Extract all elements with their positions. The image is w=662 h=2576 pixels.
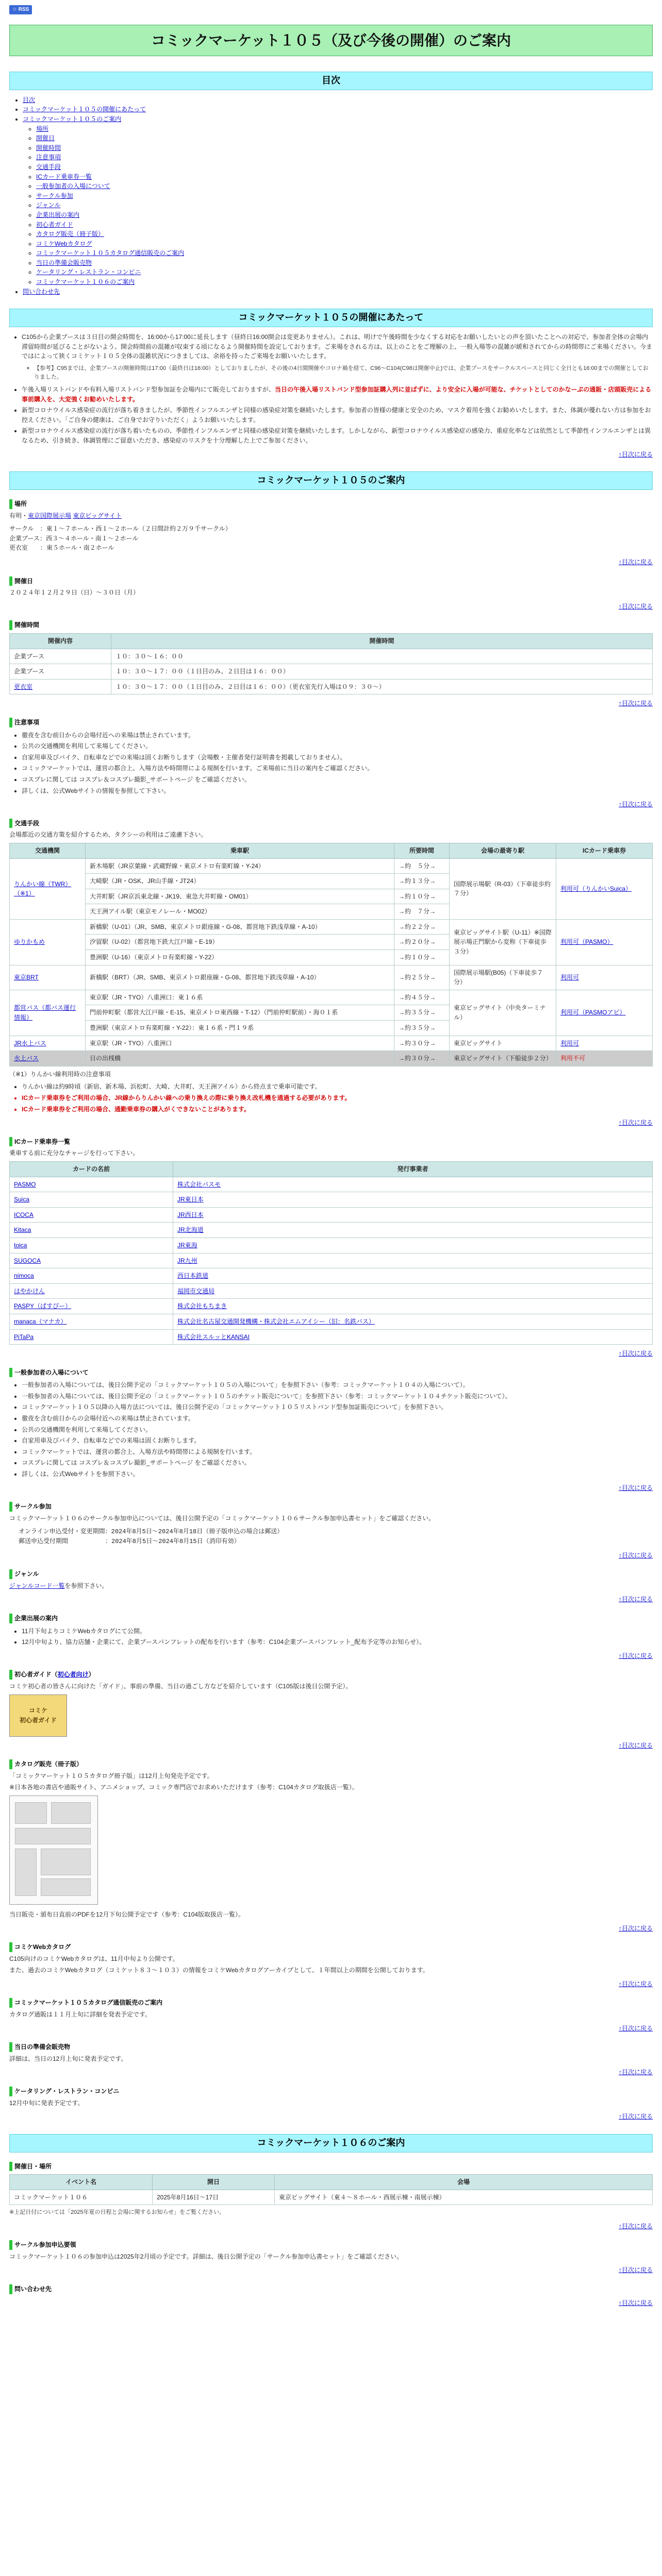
webcat-heading: コミケWebカタログ — [9, 1942, 653, 1952]
list-item: • 一般参加者の入場については、後日公開予定の「コミックマーケット１０５の入場について」を参照下さい（参考：コミックマーケット１０４の入場について）。 — [22, 1380, 653, 1390]
ic-issuer-link[interactable]: 福岡市交通局 — [177, 1287, 215, 1295]
next-heading: コミックマーケット１０６のご案内 — [9, 2134, 653, 2153]
dressing-room-link[interactable]: 更衣室 — [14, 683, 33, 690]
general-list — [9, 1380, 653, 1479]
about-item-1: • C105から企業ブースは３日目の開会時間を、16:00から17:00に延長します（昼終日16:00開会は変更ありません）。これは、明けで午後時間を少なくする対応をお願いしたいとの声を頂いたことへの対応で、参加者全体の会場内滞留時間が延びることがないよう、開会時間前の混雑が収束する頃になるよう開催時間を設定しております。ご来場をされる方は、以上のことをご理解の上、一般入場等の混雑が緩和されてからの時間帯にご来場ください。今まではによって狭くコミケット１０５全体の混雑状況につきましては、余裕を持ったご来場をお願いいたします。 ◦ 【参考】C95までは、企業ブースの開催時間は17:00（最終日は16:00）としておりましたが、その後の4日間開催やコロナ禍を経て、C96〜C104(C98は開催中止)では、企業ブースをサークルスペースと同じく全日とも16:00までの開催としておりました。 — [22, 332, 653, 382]
table-row: りんかい線（TWR）（※1） 新木場駅（JR京葉線・武蔵野線・東京メトロ有楽町線・Y-24） →約 ５分→ 国際展示場駅（R-03）（下車徒歩約７分） 利用可（りんかいSuica） — [10, 858, 653, 874]
back-to-top-link[interactable]: ↑目次に戻る — [618, 1119, 653, 1127]
table-row — [10, 1207, 653, 1223]
about-reference-note: ◦ 【参考】C95までは、企業ブースの開催時間は17:00（最終日は16:00）としておりましたが、その後の4日間開催やコロナ禍を経て、C96〜C104(C98は開催中止)では、企業ブースをサークルスペースと同じく全日とも16:00までの開催としておりました。 — [34, 364, 653, 382]
ic-card-link[interactable]: PiTaPa — [14, 1333, 34, 1341]
circle-heading: サークル参加 — [9, 1502, 653, 1512]
toc-sub-link[interactable]: 開催時間 — [36, 144, 61, 151]
time-table: 開催内容 開催時間 企業ブース １０：３０〜１６：００ 企業ブース １０：３０〜１７：００（１日目のみ、２日目は１６：００） 更衣室 １０：３０〜１７：００（１日目のみ、２日目は１６：００）（更衣室先行入場は０９：３０〜） — [9, 633, 653, 694]
beginner-link[interactable]: 初心者向け — [57, 1671, 89, 1679]
transport-foot-list: • りんかい線は約9時頃（新宿、新木場、浜松町、大崎、大井町、天王洲アイル）から終点まで乗車可能です。 • ICカード乗車券をご利用の場合、JR線からりんかい線への乗り換えの際に乗り換え改札機を通過する必要があります。 • ICカード乗車券をご利用の場合、通勤乗車券の購入がくできないことがあります。 — [9, 1082, 653, 1114]
time-heading: 開催時間 — [9, 620, 653, 630]
ic-issuer-link[interactable]: JR九州 — [177, 1257, 197, 1264]
ic-card-link[interactable]: SUGOCA — [14, 1257, 41, 1264]
list-item: • 公共の交通機関を利用して来場してください。 — [22, 1425, 653, 1435]
table-row — [10, 1223, 653, 1238]
list-item: • コミックマーケット１０５以降の入場方法については、後日公開予定の「コミックマーケット１０５リストバンド型参加証販売について」を参照下さい。 — [22, 1402, 653, 1412]
catering-heading: ケータリング・レストラン・コンビニ — [9, 2087, 653, 2096]
place-halls: サークル ：東１〜７ホール・西１〜２ホール（２日間計約２万９千サークル） 企業ブース：西３〜４ホール・南１〜２ホール 更衣室 ：東５ホール・南２ホール — [9, 526, 231, 552]
transport-operator-link[interactable]: 水上バス — [14, 1055, 39, 1062]
back-to-top-link[interactable]: ↑目次に戻る — [618, 801, 653, 808]
toc-sub-link[interactable]: ジャンル — [36, 201, 61, 209]
table-row: 更衣室 １０：３０〜１７：００（１日目のみ、２日目は１６：００）（更衣室先行入場は０９：３０〜） — [10, 679, 653, 694]
table-row — [10, 1238, 653, 1253]
ic-card-link[interactable]: Suica — [14, 1196, 30, 1204]
catalog-map-image[interactable] — [9, 1795, 98, 1905]
ic-availability[interactable]: 利用可（PASMO） — [560, 938, 614, 946]
ic-availability[interactable]: 利用可（PASMOアピ） — [560, 1009, 626, 1016]
table-of-contents — [9, 95, 653, 296]
toc-sub-link[interactable]: 開催日 — [36, 134, 55, 142]
table-row — [10, 1314, 653, 1329]
date-text: ２０２４年１２月２９日（日）〜３０日（月） — [9, 589, 140, 597]
toc-sub-link[interactable]: サークル参加 — [36, 192, 73, 199]
ic-issuer-link[interactable]: JR東日本 — [177, 1196, 204, 1204]
back-to-top-link[interactable]: ↑目次に戻る — [618, 558, 653, 566]
ic-card-link[interactable]: Kitaca — [14, 1226, 31, 1234]
back-to-top-link[interactable]: ↑目次に戻る — [618, 2299, 653, 2307]
genre-heading: ジャンル — [9, 1569, 653, 1579]
ic-heading: ICカード乗車券一覧 — [9, 1137, 653, 1147]
toc-sub-link[interactable]: 当日の準備会販売物 — [36, 259, 92, 266]
transport-operator-link[interactable]: JR水上バス — [14, 1039, 46, 1047]
beginner-heading: 初心者ガイド（初心者向け） — [9, 1670, 653, 1680]
toc-link-intro[interactable]: コミックマーケット１０５のご案内 — [23, 115, 122, 123]
ic-issuer-link[interactable]: 株式会社もちまき — [177, 1302, 227, 1310]
toc-sub-link[interactable]: 一般参加者の入場について — [36, 182, 110, 190]
ic-issuer-link[interactable]: 西日本鉄道 — [177, 1272, 209, 1280]
table-row: 天王洲アイル駅（東京モノレール・MO02） →約 ７分→ — [10, 904, 653, 920]
table-row: 企業ブース １０：３０〜１７：００（１日目のみ、２日目は１６：００） — [10, 664, 653, 680]
toc-sub-list — [23, 124, 653, 287]
general-heading: 一般参加者の入場について — [9, 1368, 653, 1378]
contact-heading: 問い合わせ先 — [9, 2284, 653, 2294]
ic-issuer-link[interactable]: 株式会社パスモ — [177, 1180, 221, 1188]
table-row: 都営バス（都バス運行情報） 東京駅（JR・TYO）八重洲口：東１６系 →約４５分→ 東京ビッグサイト（中央ターミナル） 利用可（PASMOアピ） — [10, 990, 653, 1005]
notes-heading: 注意事項 — [9, 718, 653, 727]
table-row: 水上バス 日の出桟橋 →約３０分→ 東京ビッグサイト（下船徒歩２分） 利用不可 — [10, 1051, 653, 1066]
table-row: 汐留駅（U-02）（都営地下鉄大江戸線・E-19） →約２０分→ — [10, 935, 653, 950]
ic-table: カードの名前 発行事業者 PASMO 株式会社パスモ Suica JR東日本 ICOCA JR西日本 Kitaca JR北海道 toica JR東海 SUGOCA JR九州 nimoca 西日本鉄道 はやかけん 福岡市交通局 PASPY（ぱすぴー） 株式会社もちまき manaca（マナカ） 株式会社名古屋交通開発機構・株式会社エムアイシー（旧：名鉄バス） PiTaPa 株式会社スルッとKANSAI — [9, 1161, 653, 1345]
ic-card-link[interactable]: nimoca — [14, 1272, 34, 1280]
table-row — [10, 1253, 653, 1268]
table-row: JR水上バス 東京駅（JR・TYO）八重洲口 →約３０分→ 東京ビッグサイト 利用可 — [10, 1036, 653, 1051]
toc-sub-link[interactable]: ケータリング・レストラン・コンビニ — [36, 268, 141, 276]
beginner-guide-cover-image[interactable]: コミケ 初心者ガイド — [9, 1694, 67, 1737]
catalog-heading: カタログ販売（冊子版） — [9, 1759, 653, 1769]
table-row: 門前仲町駅（都営大江戸線・E-15、東京メトロ東西線・T-12）（門前仲町駅前）・海０１系 →約３５分→ — [10, 1005, 653, 1021]
transport-lead: 会場都近の交通方策を紹介するため、タクシーの利用はご遠慮下さい。 — [9, 831, 207, 839]
back-to-top-link[interactable]: ↑目次に戻る — [618, 1484, 653, 1492]
transport-operator-link[interactable]: 東京BRT — [14, 973, 39, 981]
table-row — [10, 1177, 653, 1192]
toc-link-about[interactable]: コミックマーケット１０５の開催にあたって — [23, 106, 146, 113]
corp-list: • 11月下旬よりコミケWebカタログにて公開。 • 12月中旬より、協力店舗・企業にて、企業ブースパンフレットの配布を行います（参考：C104企業ブースパンフレット_配布予定等のお知らせ）。 — [9, 1626, 653, 1647]
about-item-3: • 新型コロナウイルス感染症の流行が落ち着きましたが、季節性インフルエンザと同様の感染症対策を継続いたします。参加者の皆様の健康と安全のため、マスク着用を強くお勧めいたします。また、体調が優れない方は参加をお控えください。「ご自身の健康は、ご自身でお守りいただく」ようお願いいたします。 — [22, 405, 653, 425]
table-row — [10, 1283, 653, 1299]
table-row: 大崎駅（JR・OSK、JR山手線・JT24） →約１３分→ — [10, 874, 653, 889]
list-item: • コミックマーケットでは、運営の都合上、入場方法や時間帯による規制を行います。 — [22, 1447, 653, 1457]
place-heading: 場所 — [9, 499, 653, 509]
table-row: 豊洲駅（U-16）（東京メトロ有楽町線・Y-22） →約１０分→ — [10, 950, 653, 965]
list-item: • コスプレに関しては コスプレ＆コスプレ撮影_サポートページ をご確認ください。 — [22, 1458, 653, 1468]
transport-table: 交通機関 乗車駅 所要時間 会場の最寄り駅 ICカード乗車券 りんかい線（TWR）（※1） 新木場駅（JR京葉線・武蔵野線・東京メトロ有楽町線・Y-24） →約 ５分→ 国際展示場駅（R-03）（下車徒歩約７分） 利用可（りんかいSuica） 大崎駅（JR・OSK、JR山手線・JT24） →約１３分→ 大井町駅（JR京浜東北線・JK19、東急大井町線・OM01） →約１０分→ 天王洲アイル駅（東京モノレール・MO02） →約 ７分→ ゆりかもめ 新橋駅（U-01）（JR、SMB、東京メトロ銀座線・G-08、都営地下鉄浅草線・A-10） →約２２分→ 東京ビッグサイト駅（U-11）※国際展示場正門駅から変称（下車徒歩３分） 利用可（PASMO） 汐留駅（U-02）（都営地下鉄大江戸線・E-19） →約２０分→ 豊洲駅（U-16）（東京メトロ有楽町線・Y-22） →約１０分→ 東京BRT 新橋駅（BRT）（JR、SMB、東京メトロ銀座線・G-08、都営地下鉄浅草線・A-10） →約２５分→ 国際展示場駅(B05)（下車徒歩７分） 利用可 都営バス（都バス運行情報） 東京駅（JR・TYO）八重洲口：東１６系 →約４５分→ 東京ビッグサイト（中央ターミナル） 利用可（PASMOアピ） 門前仲町駅（都営大江戸線・E-15、東京メトロ東西線・T-12）（門前仲町駅前）・海０１系 →約３５分→ 豊洲駅（東京メトロ有楽町線・Y-22）：東１６系・門１９系 →約３５分→ JR水上バス 東京駅（JR・TYO）八重洲口 →約３０分→ 東京ビッグサイト 利用可 水上バス 日の出桟橋 →約３０分→ 東京ビッグサイト（下船徒歩２分） 利用不可 — [9, 843, 653, 1066]
next-table: イベント名 開日 会場 コミックマーケット１０６ 2025年8月16日〜17日 東京ビッグサイト（東４〜８ホール・西展示棟・南展示棟） — [9, 2174, 653, 2205]
bigsight-link[interactable]: 東京ビッグサイト — [73, 512, 122, 519]
back-to-top-link[interactable]: ↑目次に戻る — [618, 1350, 653, 1358]
back-to-top-link[interactable]: ↑目次に戻る — [618, 1652, 653, 1659]
toc-sub-link[interactable]: コミックマーケット１０５カタログ通信販売のご案内 — [36, 249, 185, 257]
ic-availability[interactable]: 利用可 — [560, 1039, 580, 1047]
table-row: コミックマーケット１０６ 2025年8月16日〜17日 東京ビッグサイト（東４〜８ホール・西展示棟・南展示棟） — [10, 2190, 653, 2205]
table-row: 豊洲駅（東京メトロ有楽町線・Y-22）：東１６系・門１９系 →約３５分→ — [10, 1021, 653, 1036]
toc-sub-link[interactable]: 初心者ガイド — [36, 221, 73, 228]
toc-link-toc[interactable]: 目次 — [23, 96, 36, 104]
ic-card-link[interactable]: manaca（マナカ） — [14, 1317, 67, 1325]
page-title: コミックマーケット１０５（及び今後の開催）のご案内 — [9, 25, 653, 56]
table-row — [10, 1299, 653, 1314]
table-row — [10, 1329, 653, 1345]
about-item-2: • 午後入場リストバンドや有料入場リストバンド型参加証を会場内にて販売しておりますが、当日の午後入場リストバンド型参加証購入列に並ばずに、より安全に入場が可能な、チケットとしてのかなーぷの通販・店頭販売による事前購入を、大変強くお勧めいたします。 — [22, 385, 653, 404]
ic-card-link[interactable]: はやかけん — [14, 1287, 45, 1295]
back-to-top-link[interactable]: ↑目次に戻る — [618, 1741, 653, 1749]
about-list — [9, 332, 653, 445]
beginner-text: コミケ初心者の皆さんに向けた「ガイド」、事前の準備、当日の過ごし方などを紹介しています（C105版は後日公開予定）。 — [9, 1682, 352, 1690]
rss-badge[interactable]: ☆ RSS — [9, 4, 653, 14]
table-row: 大井町駅（JR京浜東北線・JK19、東急大井町線・OM01） →約１０分→ — [10, 889, 653, 904]
back-to-top-link[interactable]: ↑目次に戻る — [618, 1551, 653, 1559]
next-date-heading: 開催日・場所 — [9, 2162, 653, 2172]
back-to-top-link[interactable]: ↑目次に戻る — [618, 2113, 653, 2121]
list-item: • 詳しくは、公式Webサイトを参照下さい。 — [22, 1469, 653, 1479]
ic-issuer-link[interactable]: JR東海 — [177, 1241, 197, 1249]
circle-text: コミックマーケット１０６のサークル参加申込については、後日公開予定の「コミックマーケット１０６サークル参加申込書セット」をご確認ください。 — [9, 1514, 435, 1522]
table-row: ゆりかもめ 新橋駅（U-01）（JR、SMB、東京メトロ銀座線・G-08、都営地下鉄浅草線・A-10） →約２２分→ 東京ビッグサイト駅（U-11）※国際展示場正門駅から変称（下車徒歩３分） 利用可（PASMO） — [10, 919, 653, 935]
back-to-top-link[interactable]: ↑目次に戻る — [618, 2222, 653, 2230]
toc-sub-link[interactable]: 場所 — [36, 125, 49, 132]
ic-card-link[interactable]: ICOCA — [14, 1211, 34, 1218]
back-to-top-link[interactable]: ↑目次に戻る — [618, 1924, 653, 1932]
ic-availability[interactable]: 利用可 — [560, 973, 580, 981]
list-item: • 徹夜を含む前日からの会場付近への来場は禁止されています。 — [22, 1414, 653, 1423]
ic-card-link[interactable]: PASPY（ぱすぴー） — [14, 1302, 72, 1310]
ic-issuer-link[interactable]: 株式会社名古屋交通開発機構・株式会社エムアイシー（旧：名鉄バス） — [177, 1317, 375, 1325]
intro-heading: コミックマーケット１０５のご案内 — [9, 471, 653, 490]
notes-list: • 徹夜を含む前日からの会場付近への来場は禁止されています。 • 公共の交通機関を利用して来場してください。 • 自家用車及びバイク、自転車などでの来場は固くお断りします（会場敷・主催者発行証明書を掲載しておりません）。 • コミックマーケットでは、運営の都合上、入場方法や時間帯による規制を行います。ご来場前に当日の案内をご確認ください。 • コスプレに関しては コスプレ＆コスプレ撮影_サポートページ をご確認ください。 • 詳しくは、公式Webサイトの情報を参照して下さい。 — [9, 731, 653, 796]
transport-operator-link[interactable]: ゆりかもめ — [14, 938, 45, 946]
toc-sub-link[interactable]: コミケWebカタログ — [36, 240, 92, 247]
back-to-top-link[interactable]: ↑目次に戻る — [618, 1980, 653, 1988]
toc-sub-link[interactable]: 交通手段 — [36, 163, 61, 171]
table-row — [10, 1192, 653, 1208]
table-row — [10, 1268, 653, 1284]
date-heading: 開催日 — [9, 577, 653, 586]
back-to-top-link[interactable]: ↑目次に戻る — [618, 1596, 653, 1603]
corp-heading: 企業出展の案内 — [9, 1614, 653, 1623]
list-item: • 一般参加者の入場については、後日公開予定の「コミックマーケット１０５のチケット販売について」を参照下さい（参考：コミックマーケット１０４チケット販売について）。 — [22, 1392, 653, 1401]
venue-link[interactable]: 東京国際展示場 — [28, 512, 72, 519]
back-to-top-link[interactable]: ↑目次に戻る — [618, 2024, 653, 2032]
transport-footnote: （※1）りんかい線利用時の注意事項 — [9, 1070, 111, 1078]
circle-periods: オンライン申込受付・変更期間：2024年8月5日〜2024年8月18日（冊子版申込の場合は郵送） 郵送申込受付期間 ：2024年8月5日〜2024年8月15日（消印有効） — [19, 1528, 284, 1545]
toc-sub-link[interactable]: 企業出展の案内 — [36, 211, 80, 218]
ic-issuer-link[interactable]: 株式会社スルッとKANSAI — [177, 1333, 250, 1341]
toc-heading: 目次 — [9, 72, 653, 90]
toc-link-contact[interactable]: 問い合わせ先 — [23, 287, 60, 295]
ic-card-link[interactable]: toica — [14, 1241, 27, 1249]
list-item: • 自家用車及びバイク、自転車などでの来場は固くお断りします。 — [22, 1436, 653, 1446]
back-to-top-link[interactable]: ↑目次に戻る — [618, 450, 653, 458]
back-to-top-link[interactable]: ↑目次に戻る — [618, 700, 653, 707]
ic-card-link[interactable]: PASMO — [14, 1180, 36, 1188]
about-item-4: • 新型コロナウイルス感染症の流行が落ち着いたものの、季節性インフルエンザと同様の感染症対策を継続いたします。しかしながら、新型コロナウイルス感染症の感染力、重症化率などは依然として季節性インフルエンザとは異なるため、引き続き、体調管理にご留意いただき、感染症のリスクを十分理解した上でご参加ください。 — [22, 426, 653, 445]
toc-sub-link[interactable]: ICカード乗車券一覧 — [36, 173, 92, 180]
back-to-top-link[interactable]: ↑目次に戻る — [618, 2266, 653, 2274]
genre-code-link[interactable]: ジャンルコード一覧 — [9, 1582, 65, 1589]
table-row: 企業ブース １０：３０〜１６：００ — [10, 649, 653, 664]
sales-heading: 当日の準備会販売物 — [9, 2042, 653, 2052]
toc-sub-link[interactable]: コミックマーケット１０６のご案内 — [36, 278, 135, 286]
transport-operator-link[interactable]: 都営バス（都バス運行情報） — [14, 1004, 76, 1021]
table-row: 東京BRT 新橋駅（BRT）（JR、SMB、東京メトロ銀座線・G-08、都営地下鉄浅草線・A-10） →約２５分→ 国際展示場駅(B05)（下車徒歩７分） 利用可 — [10, 965, 653, 990]
ic-availability: 利用不可 — [560, 1055, 586, 1062]
mailorder-heading: コミックマーケット１０５カタログ通信販売のご案内 — [9, 1998, 653, 2008]
toc-sub-link[interactable]: カタログ販売（冊子版） — [36, 230, 105, 238]
transport-heading: 交通手段 — [9, 819, 653, 828]
transport-operator-link[interactable]: りんかい線（TWR）（※1） — [14, 880, 72, 897]
ic-issuer-link[interactable]: JR西日本 — [177, 1211, 204, 1218]
back-to-top-link[interactable]: ↑目次に戻る — [618, 2069, 653, 2076]
back-to-top-link[interactable]: ↑目次に戻る — [618, 602, 653, 610]
next-application-heading: サークル参加申込要領 — [9, 2240, 653, 2250]
ic-issuer-link[interactable]: JR北海道 — [177, 1226, 204, 1234]
ic-lead: 乗車する前に充分なチャージを行って下さい。 — [9, 1149, 139, 1157]
toc-sub-link[interactable]: 注意事項 — [36, 154, 61, 161]
place-text: 有明・東京国際展示場 東京ビッグサイト — [9, 512, 122, 519]
ic-availability[interactable]: 利用可（りんかいSuica） — [560, 885, 632, 892]
about-heading: コミックマーケット１０５の開催にあたって — [9, 309, 653, 327]
